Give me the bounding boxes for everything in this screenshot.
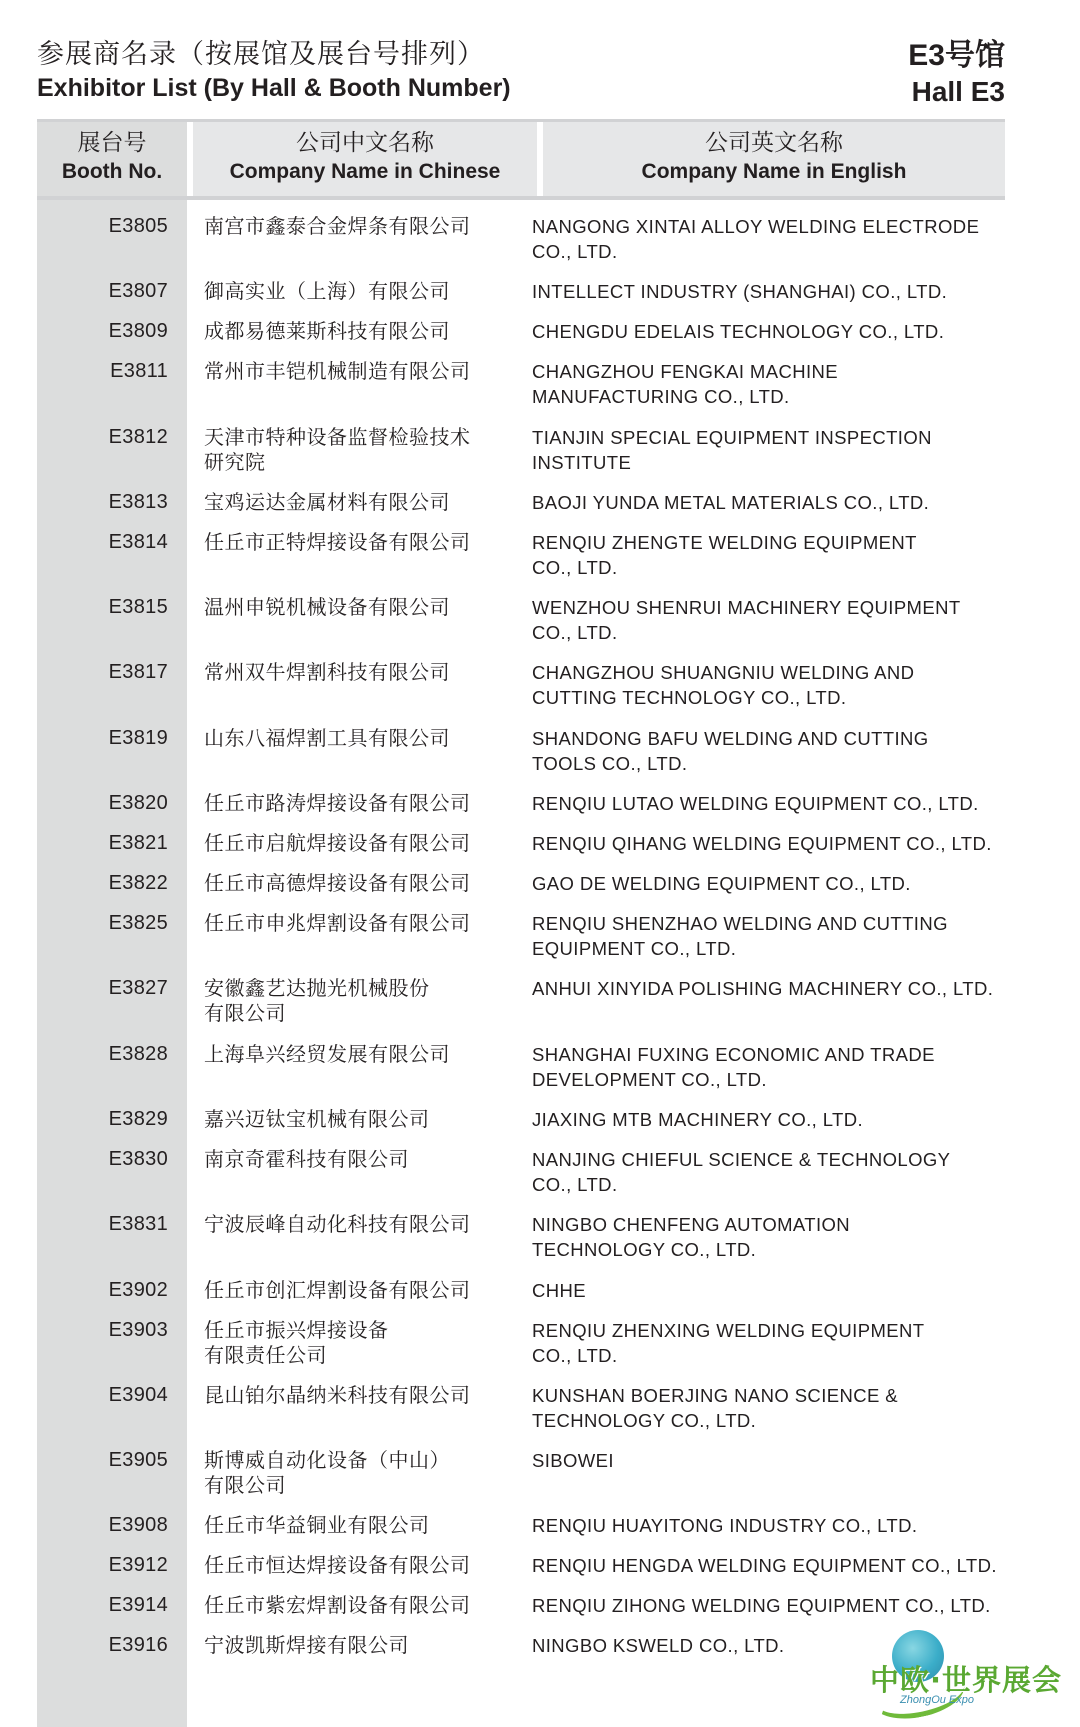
- company-name-english-line: CHANGZHOU FENGKAI MACHINE: [532, 361, 839, 383]
- company-name-english: [532, 490, 1002, 515]
- booth-number: E3828: [108, 1042, 168, 1065]
- company-name-chinese-line: 任丘市创汇焊割设备有限公司: [204, 1277, 471, 1302]
- company-name-english: [532, 425, 1002, 475]
- table-row: [37, 791, 1005, 831]
- company-name-english-line: RENQIU ZHENXING WELDING EQUIPMENT: [532, 1319, 925, 1341]
- company-name-english-line: BAOJI YUNDA METAL MATERIALS CO., LTD.: [532, 491, 930, 513]
- company-name-english-line: RENQIU QIHANG WELDING EQUIPMENT CO., LTD.: [532, 833, 992, 855]
- booth-number: E3820: [108, 792, 168, 815]
- booth-number: E3813: [108, 490, 168, 513]
- company-name-english-line: SHANGHAI FUXING ECONOMIC AND TRADE: [532, 1043, 935, 1065]
- company-name-chinese-line: 山东八福焊割工具有限公司: [204, 725, 450, 750]
- booth-number: E3829: [108, 1107, 168, 1130]
- header-company-chinese-en: Company Name in Chinese: [229, 160, 501, 183]
- company-name-english-line: EQUIPMENT CO., LTD.: [532, 938, 737, 960]
- company-name-chinese-line: 任丘市启航焊接设备有限公司: [204, 831, 471, 856]
- booth-number: E3819: [108, 726, 168, 749]
- company-name-chinese-line: 天津市特种设备监督检验技术: [204, 424, 471, 449]
- company-name-chinese-line: 任丘市路涛焊接设备有限公司: [204, 791, 471, 816]
- company-name-chinese: [204, 359, 504, 384]
- booth-number: E3817: [108, 661, 168, 684]
- company-name-chinese-line: 常州市丰铠机械制造有限公司: [204, 359, 471, 384]
- table-row: [37, 595, 1005, 660]
- table-row: [37, 1318, 1005, 1383]
- table-row: [37, 319, 1005, 359]
- booth-number: E3903: [108, 1318, 168, 1341]
- header-company-english: [543, 122, 1005, 196]
- company-name-chinese-line: 南京奇霍科技有限公司: [204, 1146, 409, 1171]
- table-row: [37, 871, 1005, 911]
- company-name-english: [532, 660, 1002, 710]
- booth-number: E3809: [108, 320, 168, 343]
- company-name-chinese: [204, 911, 504, 936]
- company-name-english-line: SHANDONG BAFU WELDING AND CUTTING: [532, 727, 929, 749]
- company-name-chinese: [204, 1107, 504, 1132]
- booth-number: E3914: [108, 1594, 168, 1617]
- company-name-chinese-line: 斯博威自动化设备（中山）: [204, 1448, 450, 1473]
- company-name-chinese-line: 任丘市华益铜业有限公司: [204, 1513, 430, 1538]
- table-row: [37, 1448, 1005, 1513]
- company-name-chinese: [204, 1383, 504, 1408]
- page-header: [37, 38, 511, 104]
- watermark-logo: [862, 1628, 1062, 1718]
- company-name-english-line: TECHNOLOGY CO., LTD.: [532, 1409, 757, 1431]
- company-name-english-line: TOOLS CO., LTD.: [532, 752, 688, 774]
- company-name-english-line: CUTTING TECHNOLOGY CO., LTD.: [532, 687, 847, 709]
- company-name-chinese: [204, 425, 504, 475]
- company-name-chinese-line: 昆山铂尔晶纳米科技有限公司: [204, 1382, 471, 1407]
- company-name-chinese-line: 任丘市正特焊接设备有限公司: [204, 529, 471, 554]
- company-name-english-line: GAO DE WELDING EQUIPMENT CO., LTD.: [532, 873, 911, 895]
- table-row: [37, 1212, 1005, 1277]
- company-name-english-line: RENQIU HENGDA WELDING EQUIPMENT CO., LTD.: [532, 1555, 997, 1577]
- hall-label-english: Hall E3: [911, 76, 1005, 107]
- company-name-chinese-line: 御高实业（上海）有限公司: [204, 279, 450, 304]
- company-name-english: [532, 1107, 1002, 1132]
- company-name-chinese-line: 嘉兴迈钛宝机械有限公司: [204, 1106, 430, 1131]
- table-row: [37, 279, 1005, 319]
- company-name-english-line: CHENGDU EDELAIS TECHNOLOGY CO., LTD.: [532, 321, 945, 343]
- company-name-english: [532, 1593, 1002, 1618]
- company-name-chinese-line: 常州双牛焊割科技有限公司: [204, 660, 450, 685]
- company-name-english: [532, 359, 1002, 409]
- company-name-chinese: [204, 1147, 504, 1172]
- exhibitor-table: [37, 122, 1005, 1727]
- company-name-english-line: JIAXING MTB MACHINERY CO., LTD.: [532, 1108, 864, 1130]
- company-name-english: [532, 871, 1002, 896]
- company-name-english-line: RENQIU ZHENGTE WELDING EQUIPMENT: [532, 531, 917, 553]
- company-name-english-line: CO., LTD.: [532, 241, 618, 262]
- booth-number: E3822: [108, 872, 168, 895]
- booth-number: E3812: [108, 425, 168, 448]
- table-row: [37, 1553, 1005, 1593]
- booth-number: E3827: [108, 977, 168, 1000]
- company-name-english: [532, 976, 1002, 1001]
- booth-number: E3908: [108, 1514, 168, 1537]
- header-booth: [37, 122, 187, 196]
- company-name-english: [532, 279, 1002, 304]
- booth-number: E3807: [108, 280, 168, 303]
- company-name-chinese: [204, 214, 504, 239]
- company-name-english-line: KUNSHAN BOERJING NANO SCIENCE &: [532, 1384, 899, 1406]
- company-name-english-line: TECHNOLOGY CO., LTD.: [532, 1239, 757, 1261]
- company-name-english: [532, 831, 1002, 856]
- company-name-chinese: [204, 1448, 504, 1498]
- company-name-english-line: TIANJIN SPECIAL EQUIPMENT INSPECTION: [532, 426, 932, 448]
- company-name-chinese-line: 研究院: [204, 449, 266, 474]
- table-body: [37, 214, 1005, 1673]
- booth-number: E3904: [108, 1383, 168, 1406]
- company-name-english: [532, 1553, 1002, 1578]
- table-row: [37, 1633, 1005, 1673]
- table-row: [37, 831, 1005, 871]
- company-name-chinese-line: 上海阜兴经贸发展有限公司: [204, 1041, 450, 1066]
- company-name-english: [532, 911, 1002, 961]
- header-rule: [37, 196, 1005, 200]
- table-row: [37, 490, 1005, 530]
- booth-number: E3905: [108, 1449, 168, 1472]
- company-name-chinese: [204, 726, 504, 751]
- table-row: [37, 976, 1005, 1041]
- company-name-english-line: NINGBO CHENFENG AUTOMATION: [532, 1214, 851, 1236]
- table-row: [37, 1042, 1005, 1107]
- booth-number: E3815: [108, 596, 168, 619]
- company-name-english: [532, 726, 1002, 776]
- booth-number: E3821: [108, 832, 168, 855]
- booth-number: E3902: [108, 1278, 168, 1301]
- header-company-english-cn: 公司英文名称: [705, 130, 843, 156]
- company-name-chinese-line: 安徽鑫艺达抛光机械股份: [204, 976, 430, 1001]
- company-name-english-line: RENQIU HUAYITONG INDUSTRY CO., LTD.: [532, 1515, 918, 1537]
- table-row: [37, 1383, 1005, 1448]
- company-name-chinese: [204, 660, 504, 685]
- header-booth-en: Booth No.: [61, 160, 163, 183]
- table-row: [37, 425, 1005, 490]
- company-name-english-line: NINGBO KSWELD CO., LTD.: [532, 1635, 785, 1657]
- company-name-english-line: NANGONG XINTAI ALLOY WELDING ELECTRODE: [532, 216, 980, 237]
- company-name-chinese: [204, 791, 504, 816]
- company-name-english-line: NANJING CHIEFUL SCIENCE & TECHNOLOGY: [532, 1148, 951, 1170]
- company-name-chinese: [204, 1212, 504, 1237]
- company-name-english: [532, 1448, 1002, 1473]
- company-name-chinese-line: 宁波凯斯焊接有限公司: [204, 1633, 409, 1658]
- company-name-chinese: [204, 1042, 504, 1067]
- company-name-chinese-line: 任丘市恒达焊接设备有限公司: [204, 1553, 471, 1578]
- company-name-english-line: CO., LTD.: [532, 622, 618, 644]
- company-name-english-line: WENZHOU SHENRUI MACHINERY EQUIPMENT: [532, 597, 961, 619]
- booth-number: E3916: [108, 1634, 168, 1657]
- company-name-english-line: CO., LTD.: [532, 556, 618, 578]
- company-name-chinese-line: 任丘市高德焊接设备有限公司: [204, 871, 471, 896]
- company-name-english: [532, 1212, 1002, 1262]
- company-name-chinese-line: 宁波辰峰自动化科技有限公司: [204, 1212, 471, 1237]
- table-row: [37, 214, 1005, 279]
- company-name-chinese: [204, 1553, 504, 1578]
- company-name-english: [532, 530, 1002, 580]
- company-name-chinese: [204, 1633, 504, 1658]
- title-english: Exhibitor List (By Hall & Booth Number): [37, 74, 511, 102]
- company-name-chinese-line: 南宫市鑫泰合金焊条有限公司: [204, 214, 471, 238]
- company-name-english: [532, 319, 1002, 344]
- company-name-english-line: SIBOWEI: [532, 1450, 614, 1472]
- booth-number: E3805: [108, 215, 168, 237]
- company-name-english-line: RENQIU LUTAO WELDING EQUIPMENT CO., LTD.: [532, 793, 979, 815]
- company-name-chinese: [204, 1593, 504, 1618]
- company-name-english: [532, 1318, 1002, 1368]
- booth-number: E3811: [110, 360, 168, 383]
- company-name-english-line: RENQIU SHENZHAO WELDING AND CUTTING: [532, 913, 948, 935]
- table-row: [37, 911, 1005, 976]
- header-booth-cn: 展台号: [77, 130, 147, 156]
- company-name-chinese-line: 任丘市紫宏焊割设备有限公司: [204, 1593, 471, 1618]
- header-company-english-en: Company Name in English: [641, 160, 907, 183]
- watermark-text: 中欧·世界展会: [870, 1663, 1063, 1697]
- company-name-chinese: [204, 831, 504, 856]
- company-name-chinese: [204, 595, 504, 620]
- company-name-chinese: [204, 490, 504, 515]
- company-name-english-line: INSTITUTE: [532, 451, 632, 473]
- company-name-english-line: ANHUI XINYIDA POLISHING MACHINERY CO., LTD.: [532, 978, 994, 1000]
- booth-number: E3814: [108, 530, 168, 553]
- company-name-chinese: [204, 976, 504, 1026]
- company-name-chinese: [204, 871, 504, 896]
- company-name-english-line: CHANGZHOU SHUANGNIU WELDING AND: [532, 662, 915, 684]
- booth-number: E3912: [108, 1554, 168, 1577]
- company-name-english-line: CO., LTD.: [532, 1173, 618, 1195]
- company-name-chinese: [204, 530, 504, 555]
- company-name-english: [532, 595, 1002, 645]
- booth-number: E3830: [108, 1147, 168, 1170]
- table-row: [37, 1278, 1005, 1318]
- table-row: [37, 1107, 1005, 1147]
- company-name-chinese: [204, 1513, 504, 1538]
- company-name-english-line: CO., LTD.: [532, 1344, 618, 1366]
- company-name-chinese-line: 有限责任公司: [204, 1342, 327, 1367]
- table-row: [37, 1147, 1005, 1212]
- hall-label: [908, 38, 1005, 110]
- company-name-chinese-line: 任丘市振兴焊接设备: [204, 1317, 389, 1342]
- company-name-english: [532, 214, 1002, 264]
- company-name-chinese-line: 温州申锐机械设备有限公司: [204, 595, 450, 620]
- header-company-chinese: [193, 122, 537, 196]
- company-name-chinese-line: 有限公司: [204, 1001, 286, 1026]
- booth-number: E3825: [108, 912, 168, 935]
- watermark-subtext: ZhongOu Expo: [900, 1694, 974, 1706]
- company-name-chinese-line: 宝鸡运达金属材料有限公司: [204, 489, 450, 514]
- company-name-english: [532, 791, 1002, 816]
- table-row: [37, 726, 1005, 791]
- company-name-english-line: RENQIU ZIHONG WELDING EQUIPMENT CO., LTD.: [532, 1595, 991, 1617]
- booth-number: E3831: [108, 1213, 168, 1236]
- company-name-chinese: [204, 279, 504, 304]
- company-name-english-line: MANUFACTURING CO., LTD.: [532, 386, 790, 408]
- company-name-english: [532, 1278, 1002, 1303]
- title-chinese: 参展商名录（按展馆及展台号排列）: [37, 39, 485, 70]
- table-row: [37, 660, 1005, 725]
- company-name-english: [532, 1513, 1002, 1538]
- company-name-english-line: CHHE: [532, 1279, 587, 1301]
- company-name-chinese-line: 成都易德莱斯科技有限公司: [204, 319, 450, 344]
- table-row: [37, 530, 1005, 595]
- table-row: [37, 1593, 1005, 1633]
- hall-label-chinese: E3号馆: [908, 39, 1005, 72]
- company-name-chinese: [204, 319, 504, 344]
- company-name-english: [532, 1383, 1002, 1433]
- table-row: [37, 1513, 1005, 1553]
- table-row: [37, 359, 1005, 424]
- company-name-english-line: INTELLECT INDUSTRY (SHANGHAI) CO., LTD.: [532, 281, 948, 303]
- company-name-chinese: [204, 1278, 504, 1303]
- header-company-chinese-cn: 公司中文名称: [296, 130, 434, 156]
- company-name-chinese: [204, 1318, 504, 1368]
- company-name-english: [532, 1147, 1002, 1197]
- company-name-chinese-line: 任丘市申兆焊割设备有限公司: [204, 911, 471, 936]
- company-name-english: [532, 1042, 1002, 1092]
- company-name-english-line: DEVELOPMENT CO., LTD.: [532, 1068, 767, 1090]
- company-name-chinese-line: 有限公司: [204, 1473, 286, 1498]
